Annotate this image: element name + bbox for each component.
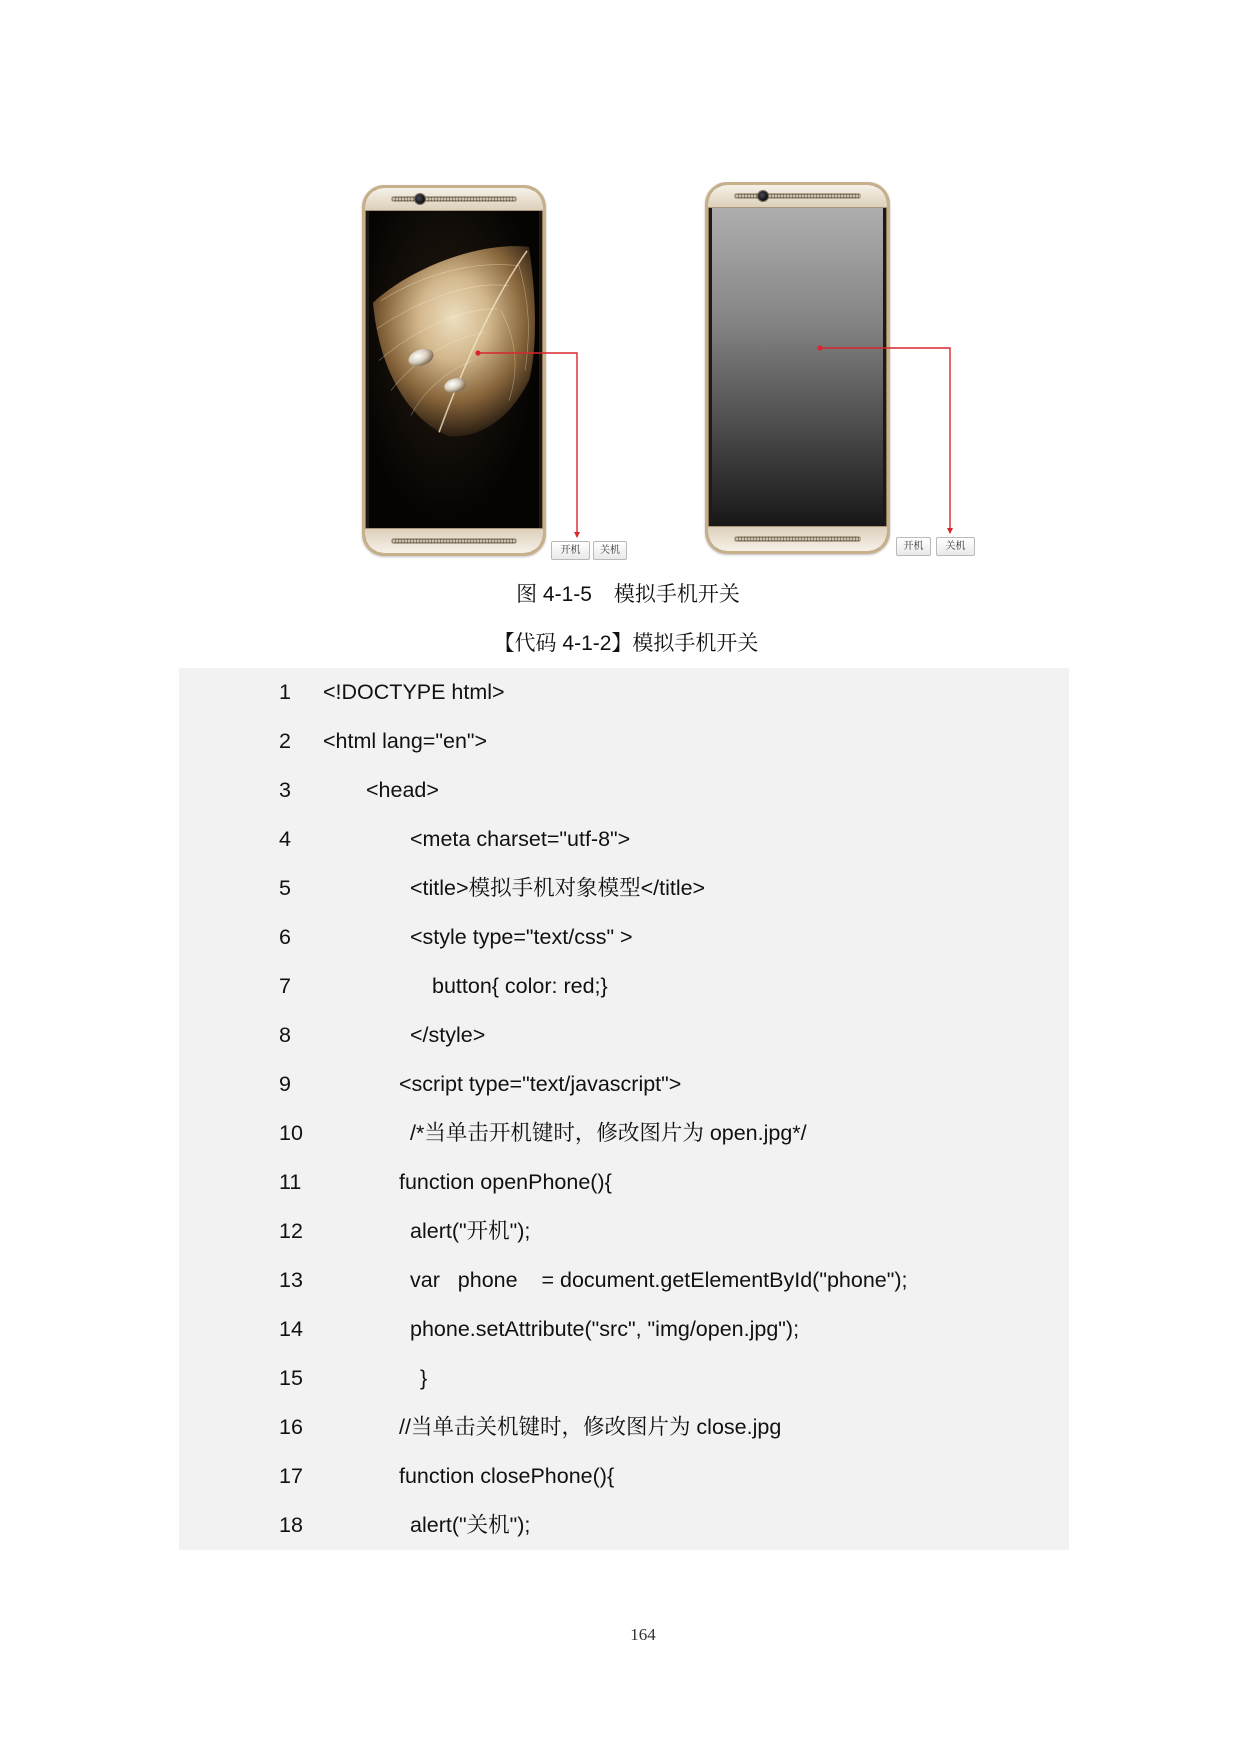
code-text: alert("开机"); xyxy=(410,1219,531,1243)
code-line xyxy=(179,1354,1069,1403)
code-text: var phone = document.getElementById("phone"); xyxy=(410,1268,908,1292)
phone-on-open-button: 开机 xyxy=(551,541,590,560)
line-number: 14 xyxy=(279,1317,303,1341)
code-text: <style type="text/css" > xyxy=(410,925,633,949)
line-number: 6 xyxy=(279,925,291,949)
code-line xyxy=(179,815,1069,864)
line-number: 4 xyxy=(279,827,291,851)
front-camera-icon xyxy=(415,194,425,204)
phone-off-open-button: 开机 xyxy=(896,537,931,556)
line-number: 5 xyxy=(279,876,291,900)
code-text: <head> xyxy=(366,778,439,802)
code-text: //当单击关机键时，修改图片为 close.jpg xyxy=(399,1415,782,1439)
phone-screen-on xyxy=(369,211,539,528)
feather-wallpaper xyxy=(369,211,539,528)
code-line xyxy=(179,1060,1069,1109)
line-number: 9 xyxy=(279,1072,291,1096)
code-listing xyxy=(179,668,1069,1550)
speaker-grille xyxy=(391,538,517,544)
code-line xyxy=(179,1305,1069,1354)
code-text: button{ color: red;} xyxy=(432,974,608,998)
code-line xyxy=(179,1501,1069,1550)
code-line xyxy=(179,1207,1069,1256)
phone-bottom-bezel xyxy=(708,526,887,551)
phone-bottom-bezel xyxy=(365,528,543,553)
figure-caption-title: 模拟手机开关 xyxy=(613,583,740,606)
line-number: 12 xyxy=(279,1219,303,1243)
phone-on-close-button: 关机 xyxy=(593,541,627,560)
speaker-grille xyxy=(734,193,861,199)
line-number: 7 xyxy=(279,974,291,998)
callout-connectors xyxy=(0,0,1240,600)
code-text: function closePhone(){ xyxy=(399,1464,615,1488)
phone-body xyxy=(362,185,546,556)
code-text: <script type="text/javascript"> xyxy=(399,1072,682,1096)
code-line xyxy=(179,1256,1069,1305)
code-text: } xyxy=(420,1366,428,1390)
code-line xyxy=(179,1109,1069,1158)
front-camera-icon xyxy=(758,191,768,201)
figure-caption xyxy=(8,582,1240,608)
connector-left-arrow xyxy=(574,532,580,538)
page-number: 164 xyxy=(630,1625,656,1644)
figure-caption-number: 图 4-1-5 xyxy=(516,583,592,606)
code-text: function openPhone(){ xyxy=(399,1170,612,1194)
line-number: 8 xyxy=(279,1023,291,1047)
code-text: <meta charset="utf-8"> xyxy=(410,827,631,851)
line-number: 16 xyxy=(279,1415,303,1439)
code-line xyxy=(179,864,1069,913)
phone-off-close-button: 关机 xyxy=(936,537,975,556)
code-line xyxy=(179,668,1069,717)
line-number: 1 xyxy=(279,680,291,704)
code-text: phone.setAttribute("src", "img/open.jpg"); xyxy=(410,1317,800,1341)
code-line xyxy=(179,717,1069,766)
code-line xyxy=(179,1011,1069,1060)
code-listing-caption: 【代码 4-1-2】模拟手机开关 xyxy=(493,632,759,655)
line-number: 11 xyxy=(279,1170,302,1194)
phone-on-image xyxy=(362,185,546,556)
speaker-grille xyxy=(391,196,517,202)
code-text: /*当单击开机键时，修改图片为 open.jpg*/ xyxy=(410,1121,807,1145)
code-text: </style> xyxy=(410,1023,486,1047)
code-line xyxy=(179,1158,1069,1207)
code-text: alert("关机"); xyxy=(410,1513,531,1537)
phone-off-image xyxy=(705,182,890,554)
code-text: <!DOCTYPE html> xyxy=(323,680,505,704)
phone-top-bezel xyxy=(365,188,543,211)
speaker-grille xyxy=(734,536,861,542)
line-number: 10 xyxy=(279,1121,303,1145)
line-number: 15 xyxy=(279,1366,303,1390)
line-number: 2 xyxy=(279,729,291,753)
code-line xyxy=(179,1452,1069,1501)
code-line xyxy=(179,962,1069,1011)
phone-top-bezel xyxy=(708,185,887,208)
code-text: <title>模拟手机对象模型</title> xyxy=(410,876,706,900)
line-number: 3 xyxy=(279,778,291,802)
line-number: 17 xyxy=(279,1464,303,1488)
phone-body xyxy=(705,182,890,554)
connector-right-arrow xyxy=(947,528,953,534)
code-line xyxy=(179,1403,1069,1452)
code-line xyxy=(179,766,1069,815)
line-number: 13 xyxy=(279,1268,303,1292)
code-text: <html lang="en"> xyxy=(323,729,488,753)
line-number: 18 xyxy=(279,1513,303,1537)
phone-screen-off xyxy=(712,208,883,526)
code-line xyxy=(179,913,1069,962)
